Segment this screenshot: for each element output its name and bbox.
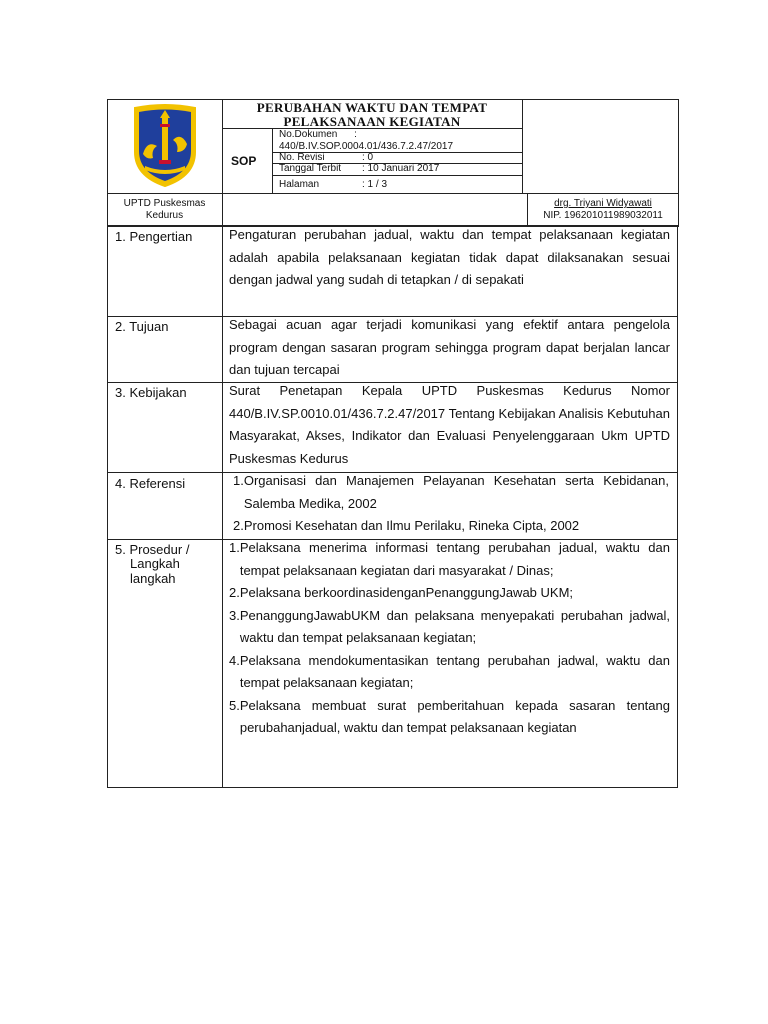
surabaya-emblem-logo	[129, 104, 201, 188]
list-text: Pelaksana mendokumentasikan tentang perubahan jadwal, waktu dan tempat pelaksanaan kegiatan;	[239, 652, 670, 690]
list-item	[229, 605, 670, 650]
unit-line: UPTD Puskesmas	[123, 198, 206, 209]
sop-title	[222, 101, 522, 129]
no-dokumen-value: 440/B.IV.SOP.0004.01/436.7.2.47/2017	[279, 141, 454, 152]
list-number: 1.	[229, 540, 240, 555]
list-number: 2.	[233, 518, 244, 533]
no-dokumen	[279, 129, 519, 153]
list-text: Promosi Kesehatan dan Ilmu Perilaku, Rineka Cipta, 2002	[243, 518, 580, 533]
body-column-divider	[222, 225, 223, 788]
list-item	[233, 470, 669, 515]
signer-name: drg. Triyani Widyawati	[554, 198, 652, 209]
unit-name	[107, 198, 222, 222]
list-item	[229, 695, 670, 740]
sop-title-line: PERUBAHAN WAKTU DAN TEMPAT	[256, 100, 488, 115]
section-label-referensi: 4. Referensi	[115, 476, 186, 491]
section-label-kebijakan: 3. Kebijakan	[115, 385, 187, 400]
section-text-pengertian: Pengaturan perubahan jadual, waktu dan tempat pelaksanaan kegiatan adalah apabila pelaksanaan kegiatan tidak dapat dilaksanakan sesuai dengan jadwal yang sudah di tetapkan / di sepakati	[229, 227, 670, 287]
section-list-prosedur	[229, 537, 670, 740]
sop-label: SOP	[231, 154, 257, 168]
list-text: Organisasi dan Manajemen Pelayanan Kesehatan serta Kebidanan, Salemba Medika, 2002	[243, 473, 669, 511]
header-divider	[272, 175, 522, 176]
list-text: Pelaksana membuat surat pemberitahuan kepada sasaran tentang perubahanjadual, waktu dan tempat pelaksanaan kegiatan	[239, 697, 670, 735]
tanggal-label: Tanggal Terbit	[279, 163, 342, 174]
list-item	[229, 650, 670, 695]
list-item	[229, 537, 670, 582]
signer	[528, 198, 678, 222]
list-text: Pelaksana berkoordinasidenganPenanggungJawab UKM;	[239, 585, 574, 600]
halaman	[279, 179, 387, 191]
list-text: Pelaksana menerima informasi tentang perubahan jadual, waktu dan tempat pelaksanaan kegiatan dari masyarakat / Dinas;	[239, 540, 670, 578]
section-text-kebijakan: Surat Penetapan Kepala UPTD Puskesmas Kedurus Nomor 440/B.IV.SP.0010.01/436.7.2.47/2017 Tentang Kebijakan Analisis Kebutuhan Masyarakat, Akses, Indikator dan Evaluasi Penyelenggaraan Ukm UPTD Puskesmas Kedurus	[229, 383, 670, 466]
list-number: 2.	[229, 585, 240, 600]
list-number: 4.	[229, 652, 240, 668]
tanggal-value: : 10 Januari 2017	[362, 163, 440, 174]
list-item	[229, 582, 670, 605]
halaman-label: Halaman	[279, 179, 320, 190]
list-number: 3.	[229, 607, 240, 623]
section-list-referensi	[233, 470, 669, 538]
list-number: 1.	[233, 473, 244, 488]
no-dokumen-label: No.Dokumen	[279, 129, 338, 140]
list-number: 5.	[229, 697, 240, 713]
tanggal-terbit	[279, 163, 439, 175]
header-divider	[107, 193, 679, 194]
no-dokumen-sep: :	[354, 129, 357, 140]
section-label-pengertian: 1. Pengertian	[115, 229, 193, 244]
header-divider	[272, 128, 273, 193]
no-revisi-value: : 0	[362, 152, 374, 163]
no-revisi-label: No. Revisi	[279, 152, 325, 163]
list-text: PenanggungJawabUKM dan pelaksana menyepakati perubahan jadwal, waktu dan tempat pelaksanaan kegiatan;	[239, 607, 670, 645]
header-divider	[522, 99, 523, 193]
label-line: 5. Prosedur /	[115, 542, 190, 557]
signer-nip: NIP. 196201011989032011	[543, 210, 663, 221]
section-label-prosedur	[115, 541, 215, 587]
halaman-value: : 1 / 3	[362, 179, 388, 190]
list-item	[233, 515, 669, 538]
sop-title-line: PELAKSANAAN KEGIATAN	[283, 114, 461, 129]
label-line: Langkah	[130, 556, 180, 571]
label-line: langkah	[130, 571, 176, 586]
section-text-tujuan: Sebagai acuan agar terjadi komunikasi yang efektif antara pengelola program dengan sasaran program sehingga program dapat berjalan lancar dan tujuan tercapai	[229, 317, 670, 377]
section-label-tujuan: 2. Tujuan	[115, 319, 169, 334]
unit-line: Kedurus	[145, 210, 184, 221]
